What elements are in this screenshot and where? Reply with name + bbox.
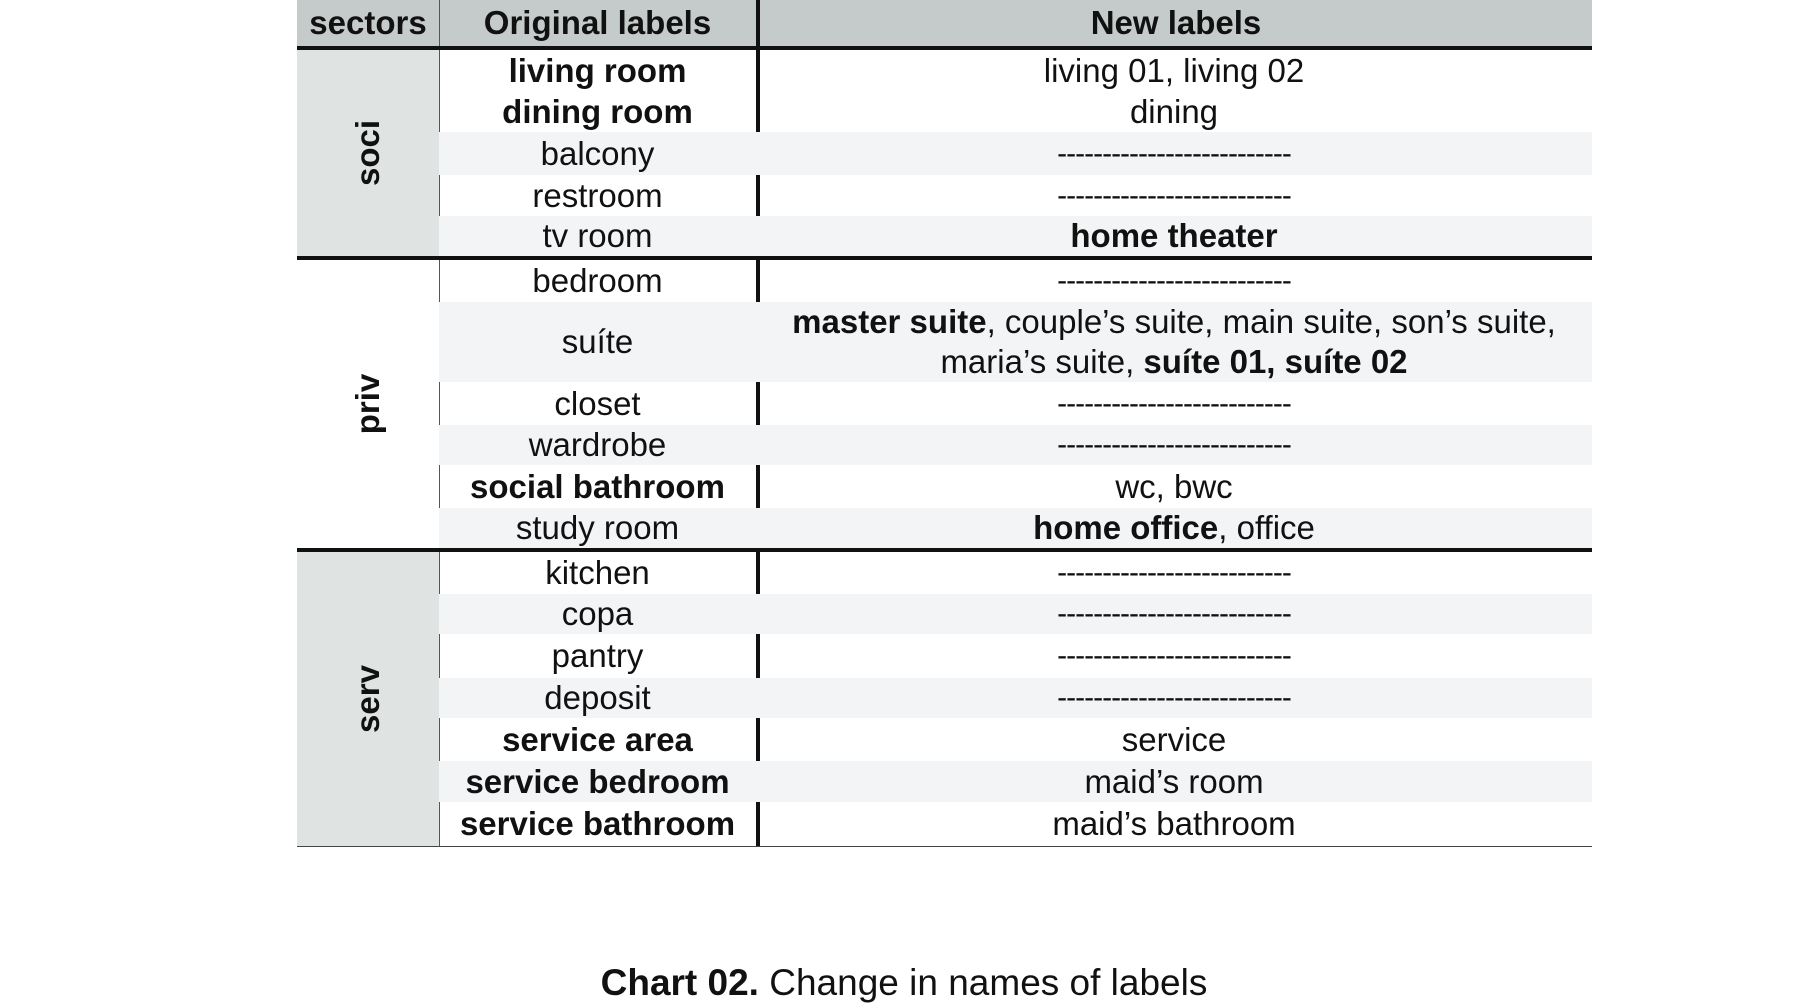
- table-row: [439, 50, 1592, 91]
- new-label-bold: master suite: [792, 303, 987, 340]
- sector-cell-service: [297, 552, 440, 846]
- new-label-text: --------------------------: [1057, 639, 1291, 672]
- sector-cell-private: [297, 260, 440, 548]
- new-label: [760, 465, 1588, 508]
- sector-label-private: priv: [349, 373, 386, 435]
- new-label: [760, 260, 1588, 302]
- header-sectors: sectors: [297, 0, 440, 46]
- new-label: [760, 216, 1588, 256]
- new-label-line: [1033, 505, 1315, 551]
- new-label-line: [792, 302, 1556, 342]
- table-row: [439, 465, 1592, 508]
- new-label-text: --------------------------: [1057, 681, 1291, 714]
- original-label: balcony: [540, 134, 655, 172]
- original-label: service bathroom: [459, 805, 736, 842]
- sector-label-service: serv: [349, 665, 386, 733]
- new-label-text: --------------------------: [1057, 264, 1291, 297]
- original-label: deposit: [544, 679, 651, 716]
- original-label: dining room: [502, 92, 693, 130]
- new-label: [760, 718, 1588, 761]
- new-label: [760, 634, 1588, 678]
- original-label: tv room: [542, 217, 653, 254]
- table-row: [439, 425, 1592, 465]
- header-new-labels: New labels: [1090, 4, 1262, 41]
- original-label: copa: [561, 595, 634, 632]
- table-row: [439, 802, 1592, 846]
- original-label: closet: [554, 384, 641, 422]
- section-social: [297, 50, 1592, 260]
- original-label: suíte: [561, 323, 634, 360]
- section-private: [297, 260, 1592, 552]
- new-label-bold: home office: [1033, 509, 1219, 546]
- new-label: [760, 132, 1588, 175]
- table-row: [439, 552, 1592, 594]
- new-label: [760, 382, 1588, 425]
- new-label-text: maid’s room: [1084, 762, 1264, 800]
- table-row: [439, 302, 1592, 382]
- new-label: [760, 50, 1588, 91]
- new-label-text: wc, bwc: [1115, 467, 1233, 505]
- original-label: kitchen: [545, 554, 650, 591]
- table-row: [439, 132, 1592, 175]
- new-label: [760, 91, 1588, 132]
- table-row: [439, 508, 1592, 548]
- new-label-text: --------------------------: [1057, 136, 1291, 170]
- new-label: [760, 302, 1588, 382]
- new-label: [760, 594, 1588, 634]
- new-label-text: --------------------------: [1057, 428, 1291, 461]
- table-row: [439, 260, 1592, 302]
- new-label-text: living 01, living 02: [1043, 51, 1305, 89]
- header-original-labels: Original labels: [439, 0, 760, 46]
- original-label: service area: [502, 720, 693, 758]
- new-label: [760, 175, 1588, 216]
- new-label: [760, 802, 1588, 846]
- new-label: [760, 678, 1588, 718]
- original-label: social bathroom: [470, 467, 725, 505]
- table-row: [439, 216, 1592, 256]
- new-label-text: home theater: [1070, 217, 1278, 254]
- table-row: [439, 634, 1592, 678]
- new-label: [760, 508, 1588, 548]
- labels-table: [297, 0, 1592, 847]
- new-label-text: --------------------------: [1057, 556, 1291, 589]
- original-label: study room: [515, 509, 680, 546]
- original-label: living room: [508, 51, 687, 89]
- new-label-text: --------------------------: [1057, 386, 1291, 420]
- new-label-text: --------------------------: [1057, 597, 1291, 630]
- new-label: [760, 425, 1588, 465]
- original-label: bedroom: [532, 262, 663, 299]
- table-row: [439, 594, 1592, 634]
- new-label-text: maid’s bathroom: [1052, 805, 1296, 842]
- caption-text: Change in names of labels: [758, 962, 1208, 1003]
- sector-cell-social: [297, 50, 440, 256]
- new-label-text: , office: [1218, 509, 1315, 546]
- chart-caption: [0, 962, 1808, 1004]
- new-label-text: --------------------------: [1057, 178, 1291, 212]
- original-label: service bedroom: [465, 762, 730, 800]
- table-row: [439, 761, 1592, 802]
- new-label-bold: suíte 01, suíte 02: [1143, 343, 1408, 380]
- original-label: pantry: [551, 637, 644, 674]
- new-label-text: service: [1121, 720, 1227, 758]
- original-label: restroom: [532, 176, 663, 214]
- new-label-text: maria’s suite,: [940, 343, 1144, 380]
- table-row: [439, 678, 1592, 718]
- sector-label-social: soci: [349, 119, 386, 187]
- section-service: [297, 552, 1592, 847]
- table-row: [439, 91, 1592, 132]
- new-label: [760, 761, 1588, 802]
- new-label-text: dining: [1129, 92, 1219, 130]
- caption-number: Chart 02.: [600, 962, 759, 1003]
- table-row: [439, 382, 1592, 425]
- new-label: [760, 552, 1588, 594]
- table-header: [297, 0, 1592, 50]
- new-label-text: , couple’s suite, main suite, son’s suite,: [986, 303, 1556, 340]
- new-label-line: [940, 342, 1407, 382]
- table-row: [439, 718, 1592, 761]
- original-label: wardrobe: [528, 426, 667, 463]
- table-row: [439, 175, 1592, 216]
